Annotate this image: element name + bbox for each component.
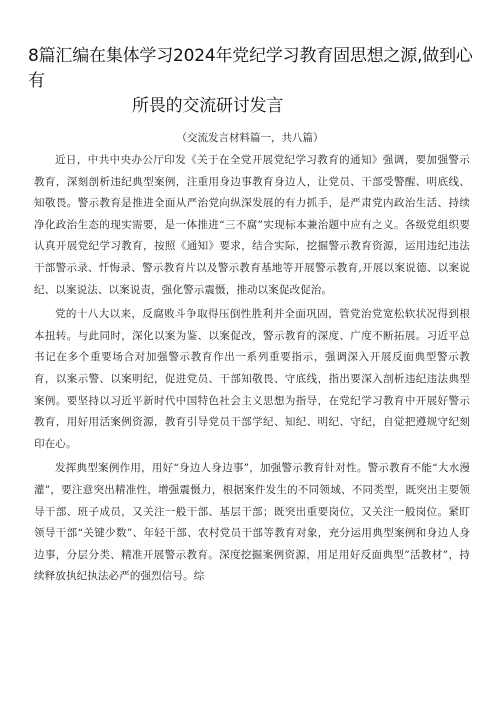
document-title: [28, 44, 488, 119]
paragraph-1: 近日，中共中央办公厅印发《关于在全党开展党纪学习教育的通知》强调，要加强警示教育，深刻剖析违纪典型案例，注重用身边事教育身边人，让党员、干部受警醒、明底线、知敬畏。警示教育是推进全面从严治党向纵深发展的有力抓手，是严肃党内政治生活、持续净化政治生态的现实需要，是一体推进“三不腐”实现标本兼治题中应有之义。各级党组织要认真开展党纪学习教育，按照《通知》要求，结合实际，挖掘警示教育资源，运用违纪违法干部警示录、忏悔录、警示教育片以及警示教育基地等开展警示教育,开展以案说德、以案说纪、以案说法、以案说责，强化警示震慑，推动以案促改促治。: [34, 154, 470, 296]
document-subtitle: （交流发言材料篇一，共八篇）: [176, 132, 324, 144]
title-line-2: 所畏的交流研讨发言: [132, 96, 284, 116]
document-body: [34, 150, 470, 591]
paragraph-3: 发挥典型案例作用，用好“身边人身边事”，加强警示教育针对性。警示教育不能“大水漫灌”，要注意突出精准性，增强震慑力，根据案件发生的不同领域、不同类型，既突出主要领导干部、班子成员，又关注一般干部、基层干部；既突出重要岗位，又关注一般岗位。紧盯领导干部“关键少数”、年轻干部、农村党员干部等教育对象，充分运用典型案例和身边人身边事，分层分类、精准开展警示教育。深度挖掘案例资源，用足用好反面典型”活教材”，持续释放执纪执法必严的强烈信号。综: [34, 462, 470, 583]
title-line-1: 8篇汇编在集体学习2024年党纪学习教育固思想之源,做到心有: [28, 46, 473, 91]
paragraph-2: 党的十八大以来，反腐败斗争取得压倒性胜利并全面巩固，管党治党宽松软状况得到根本扭转。与此同时，深化以案为鉴、以案促改，警示教育的深度、广度不断拓展。习近平总书记在多个重要场合对加强警示教育作出一系列重要指示，强调深入开展反面典型警示教育，以案示警、以案明纪，促进党员、干部知敬畏、守底线，指出要深入剖析违纪违法典型案例。要坚持以习近平新时代中国特色社会主义思想为指导，在党纪学习教育中开展好警示教育，用好用活案例资源，教育引导党员干部学纪、知纪、明纪、守纪，自觉把遵规守纪刻印在心。: [34, 308, 470, 450]
